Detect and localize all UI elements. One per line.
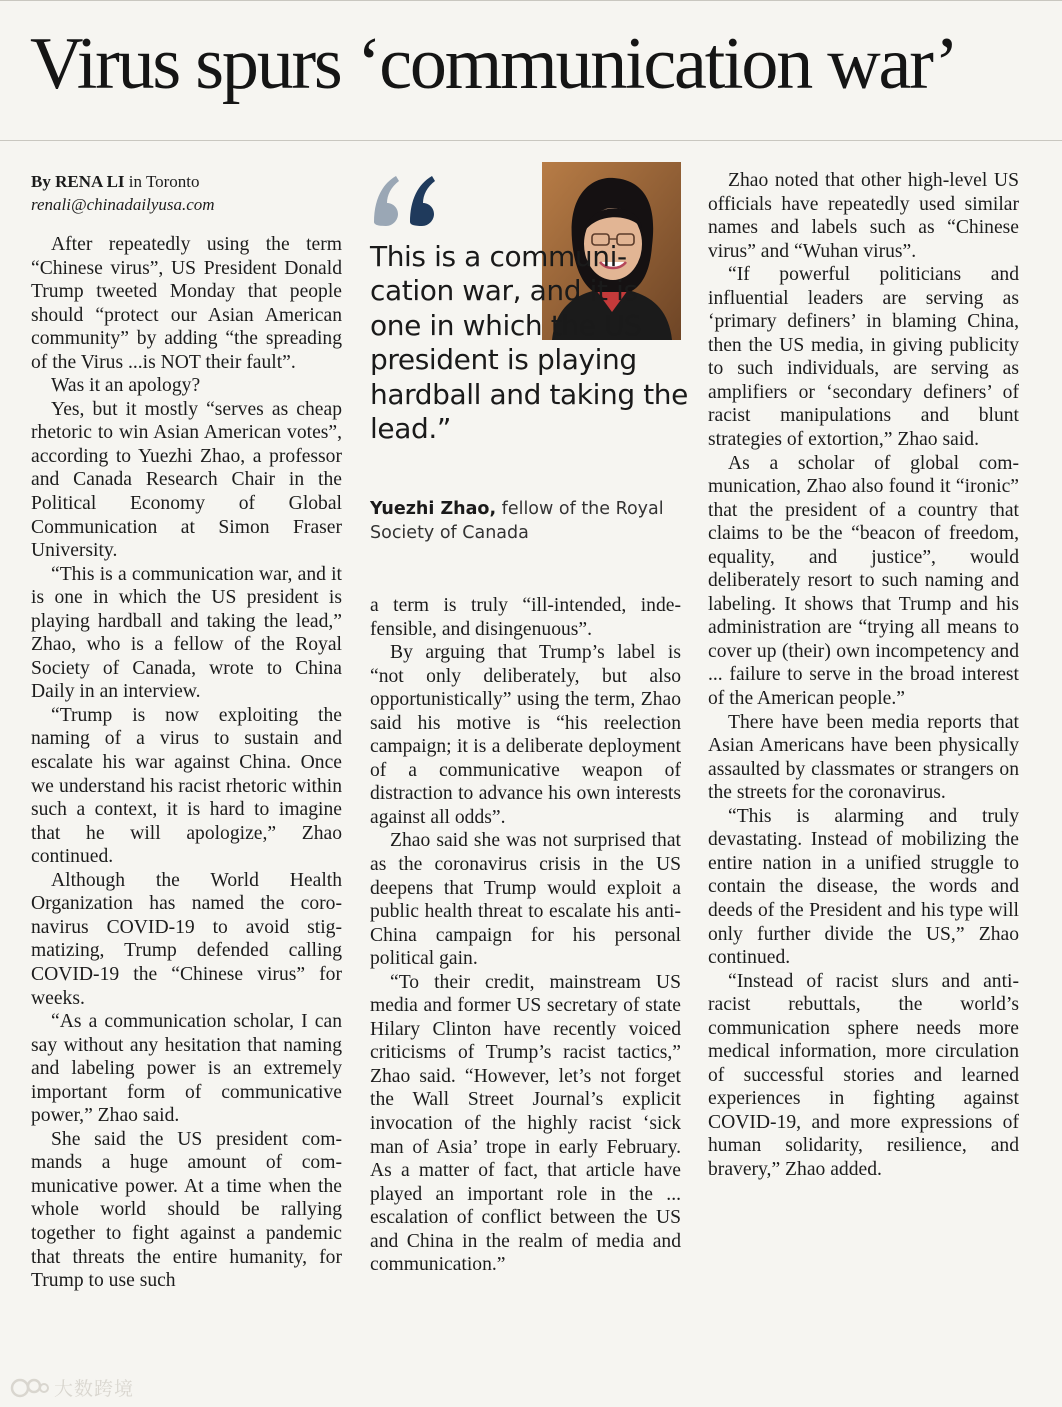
paragraph: Zhao said she was not surprised that as the coronavirus crisis in the US deepens that Trump would exploit a public health threat to escalate his anti-China campaign for his personal political gain. [370,830,681,970]
article-column-1 [31,170,342,1350]
paragraph: As a scholar of global communication, Zhao also found it “ironic” that the president of a country that claims to be the “beacon of freedom, equality, and justice”, would deliberately resort to such naming and labeling. It shows that Trump and his administration are “trying all means to cover up (their) own incompetency and ... failure to serve in the broad interest of the American people.” [708,452,1019,710]
watermark [10,1374,134,1401]
byline [31,170,342,216]
pull-quote-author: Yuezhi Zhao, [370,499,497,519]
paragraph: After repeatedly using the term “Chinese virus”, US President Donald Trump tweeted Monday that people should “protect our Asian American community” by adding “the spreading of the Virus ...is NOT their fault”. [31,234,342,373]
paragraph: a term is truly “ill-intended, indefensible, and disingenuous”. [370,595,681,640]
top-rule [0,0,1062,1]
paragraph: Zhao noted that other high-level US officials have repeatedly used similar names and labels such as “Chinese virus” and “Wuhan virus”. [708,170,1019,262]
byline-location: in Toronto [124,172,200,191]
paragraph: “Instead of racist slurs and anti-racist rebuttals, the world’s communication sphere needs more medical information, more circulation of successful stories and learned experiences in fighting against COVID-19, and more expressions of human solidarity, resilience, and bravery,” Zhao added. [708,970,1019,1180]
paragraph: “This is a communication war, and it is one in which the US president is playing hardball and taking the lead,” Zhao, who is a fellow of the Royal Society of Canada, wrote to China Daily in an interview. [31,563,342,703]
paragraph: “This is alarming and truly devastating. Instead of mobilizing the entire nation in a unified struggle to contain the disease, the words and deeds of the President and his type will only further divide the US,” Zhao continued. [708,805,1019,969]
paragraph: “To their credit, mainstream US media and former US secretary of state Hilary Clinton have recently voiced criticisms of Trump’s racist tactics,” Zhao said. “However, let’s not forget the Wall Street Journal’s explicit invocation of the highly racist ‘sick man of Asia’ trope in early February. As a matter of fact, that article have played an important role in the ... escalation of conflict between the US and China in the realm of media and communication.” [370,971,681,1276]
paragraph: “If powerful politicians and influential leaders are serving as ‘primary definers’ in blaming China, then the US media, in giving publicity to such individuals, are serving as amplifiers or ‘secondary definers’ of racist manipulations and blunt strategies of extortion,” Zhao said. [708,264,1019,451]
paragraph: She said the US president commands a huge amount of communicative power. At a time when the whole world should be rallying together to fight against a pandemic that threats the entire humanity, for Trump to use such [31,1128,342,1292]
paragraph: Was it an apology? [51,375,201,397]
paragraph: “Trump is now exploiting the naming of a virus to sustain and escalate his war against China. Once we understand his racist rhetoric within such a context, it is hard to imagine that he will apologize,” Zhao continued. [31,704,342,868]
quote-mark-icon [370,170,440,230]
pull-quote: This is a communication war, and it is one in which the US president is playing hardball and taking the lead.” [370,240,688,446]
paragraph: Yes, but it mostly “serves as cheap rhetoric to win Asian American votes”, according to Yuezhi Zhao, a professor and Canada Research Chair in the Political Economy of Global Communication at Simon Fraser University. [31,398,342,562]
watermark-logo-icon [10,1377,50,1399]
paragraph: Although the World Health Organization has named the coronavirus COVID-19 to avoid stigmatizing, Trump defended calling COVID-19 the “Chinese virus” for weeks. [31,869,342,1009]
headline: Virus spurs ‘communication war’ [30,23,957,105]
paragraph: “As a communication scholar, I can say without any hesitation that naming and labeling power is an extremely important form of communicative power,” Zhao said. [31,1011,342,1127]
article-column-2 [370,594,681,1354]
article-column-3 [708,169,1019,1354]
watermark-text: 大数跨境 [54,1378,135,1400]
byline-author: RENA LI [55,172,125,191]
byline-email: renali@chinadailyusa.com [31,195,215,214]
pull-quote-attribution [370,497,690,545]
paragraph: There have been media reports that Asian Americans have been physically assaulted by classmates or strangers on the streets for the coronavirus. [708,711,1019,804]
paragraph: By arguing that Trump’s label is “not only deliberately, but also opportunistically” using the term, Zhao said his motive is “his reelection campaign; it is a deliberate deployment of a communicative weapon of distraction to advance his own interests against all odds”. [370,642,681,828]
byline-prefix: By [31,172,56,191]
headline-rule [0,140,1062,141]
pull-quote-author-title: fellow of the Royal Society of Canada [370,499,664,543]
